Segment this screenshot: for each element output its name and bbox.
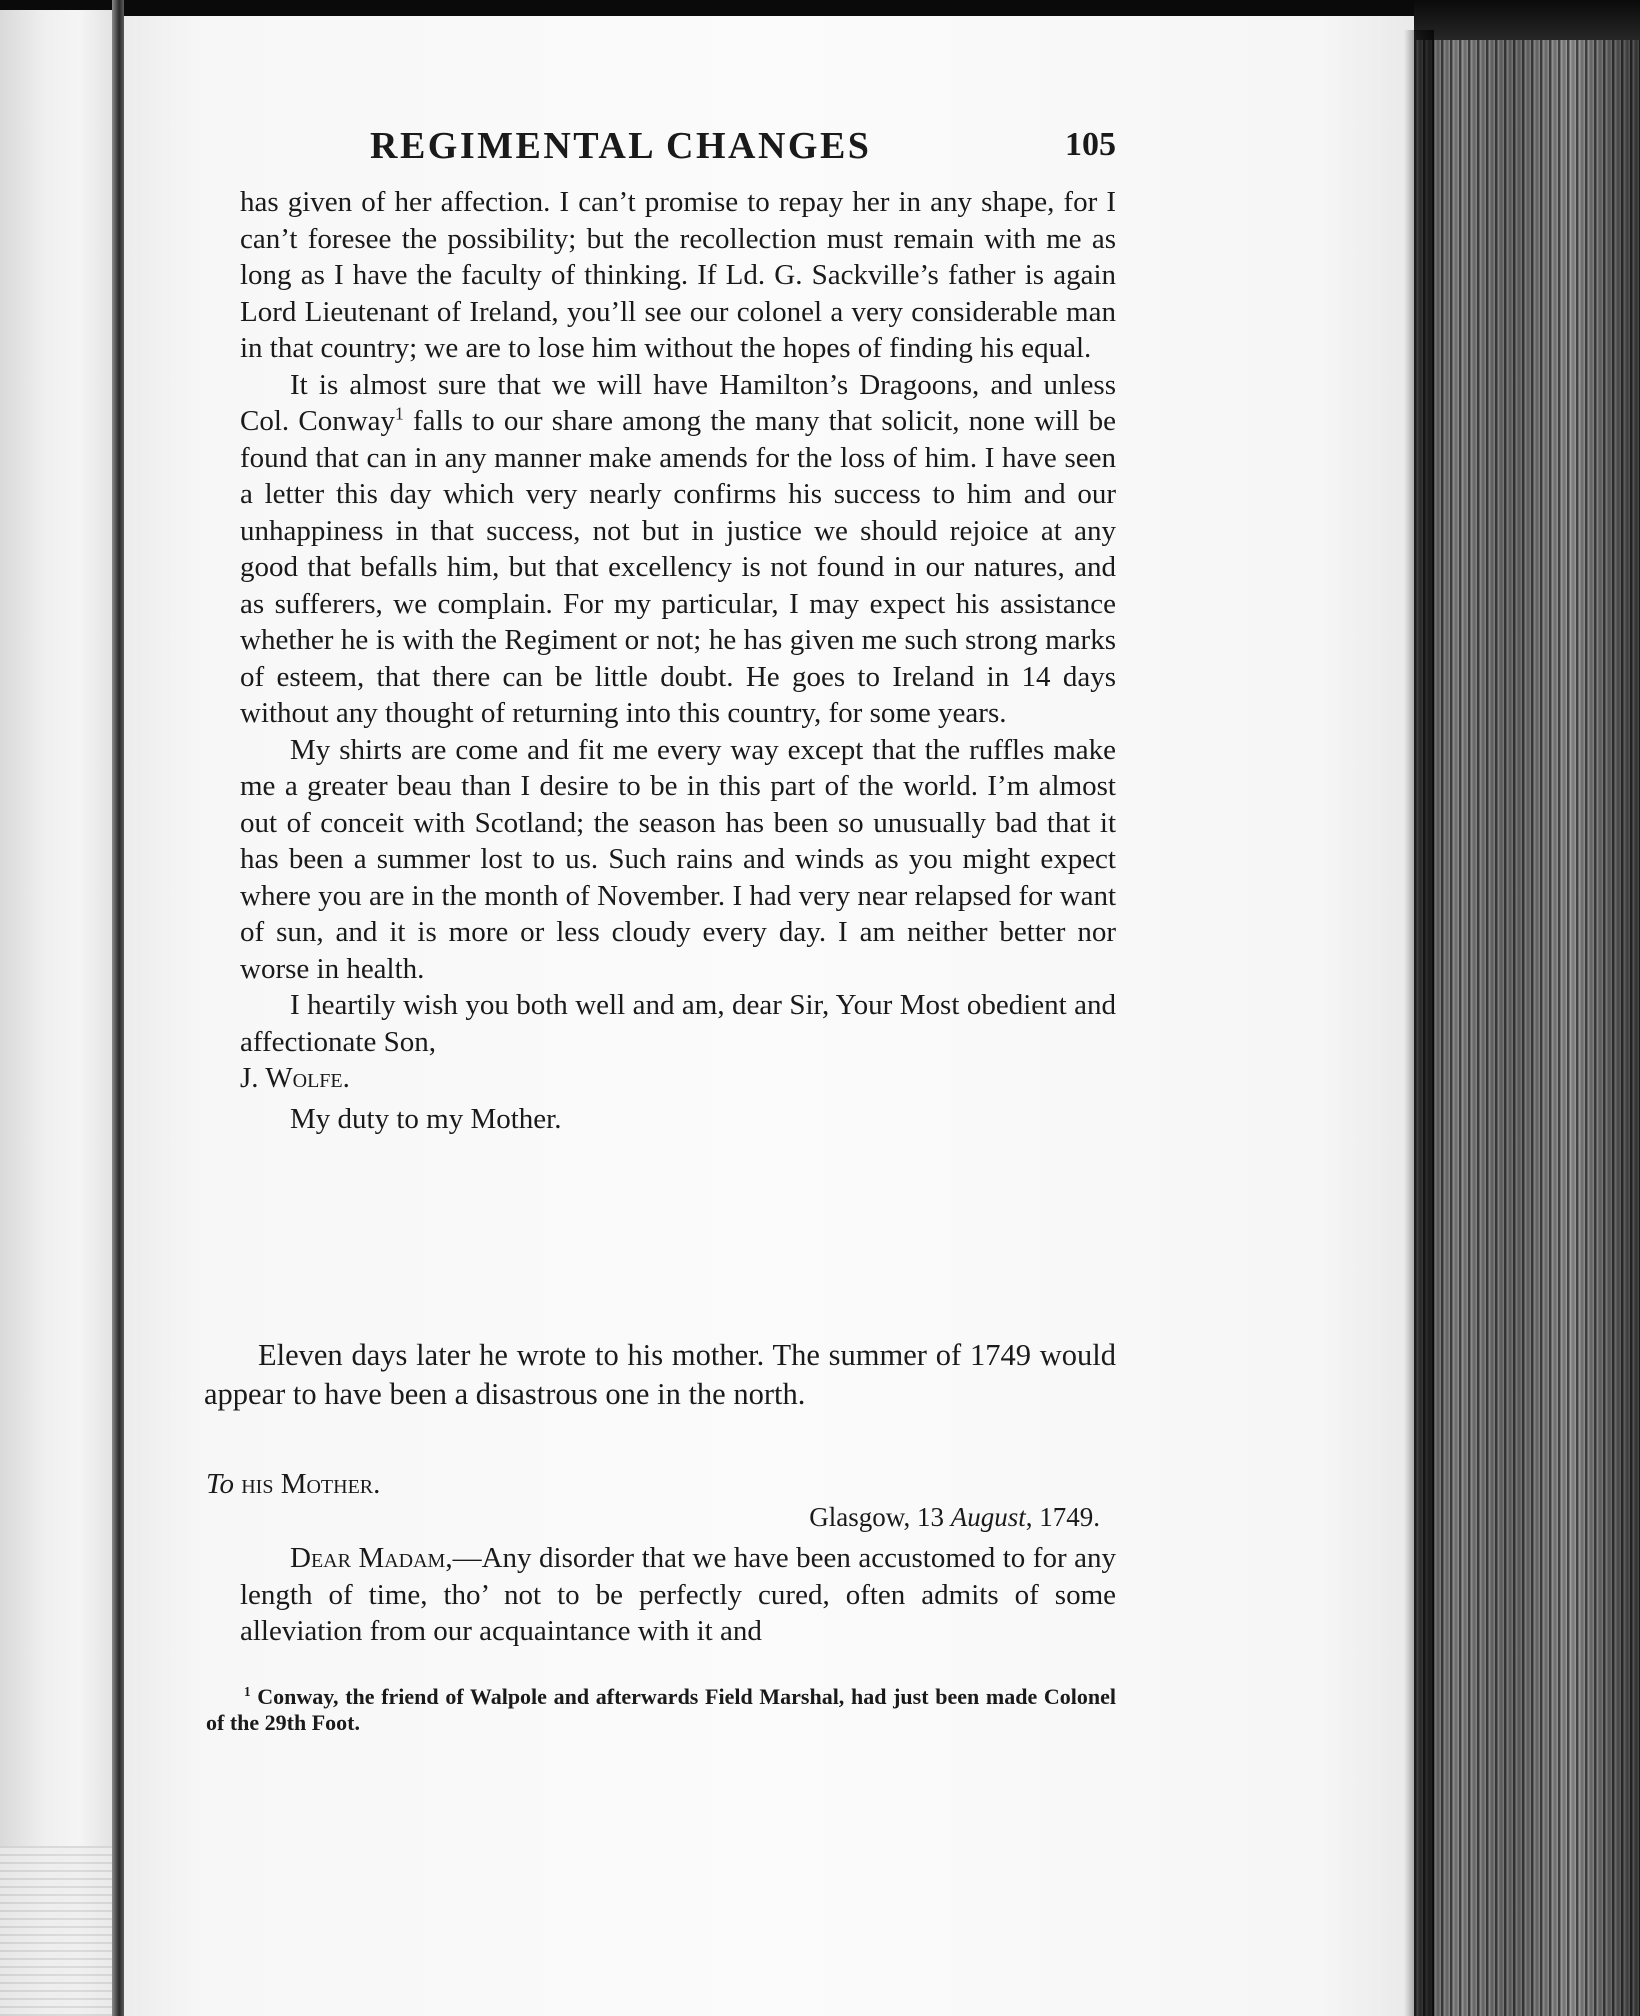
- running-head: [240, 124, 1116, 174]
- page-number: 105: [1065, 126, 1116, 163]
- paragraph: I heartily wish you both well and am, dear Sir, Your Most obedient and affectionate Son,: [240, 989, 1116, 1058]
- footnote-marker: 1: [244, 1684, 251, 1700]
- footnote-text: [206, 1684, 1116, 1736]
- left-page-edge-lines: [0, 1846, 112, 2016]
- heading-recipient: his Mother.: [233, 1468, 381, 1500]
- paragraph: has given of her affection. I can’t promise to repay her in any shape, for I can’t foresee the possibility; but the recollection must remain with me as long as I have the faculty of thinking. If Ld. G. Sackville’s father is again Lord Lieutenant of Ireland, you’ll see our colonel a very considerable man in that country; we are to lose him without the hopes of finding his equal.: [240, 186, 1116, 364]
- left-page-margin: [0, 10, 112, 2016]
- book-fore-edge: [1414, 40, 1640, 2016]
- salutation: Dear Madam,: [290, 1542, 453, 1574]
- paragraph: [240, 367, 1116, 732]
- paragraph: My shirts are come and fit me every way except that the ruffles make me a greater beau than I desire to be in this part of the world. I’m almost out of conceit with Scotland; the season has been so unusually bad that it has been a summer lost to us. Such rains and winds as you might expect where you are in the month of November. I had very near relapsed for want of sun, and it is more or less cloudy every day. I am neither better nor worse in health.: [240, 733, 1116, 985]
- heading-to: To: [206, 1468, 234, 1500]
- paragraph-text: falls to our share among the many that solicit, none will be found that can in any manner make amends for the loss of him. I have seen a letter this day which very nearly confirms his success to him and our unhappiness in that success, not but in justice we should rejoice at any good that befalls him, but that excellency is not found in our natures, and as sufferers, we complain. For my particular, I may expect his assistance whether he is with the Regiment or not; he has given me such strong marks of esteem, that there can be little doubt. He goes to Ireland in 14 days without any thought of returning into this country, for some years.: [240, 405, 1116, 729]
- paragraph: Eleven days later he wrote to his mother. The summer of 1749 would appear to have been a disastrous one in the north.: [204, 1338, 1116, 1411]
- dateline-year: , 1749.: [1025, 1502, 1100, 1532]
- dateline-place: Glasgow, 13: [809, 1502, 951, 1532]
- narrative-text: [204, 1336, 1116, 1413]
- letter-heading: [206, 1468, 380, 1501]
- scanner-background: [0, 0, 1640, 16]
- letter-to-father: [240, 184, 1116, 1137]
- page-edge-shadow: [1404, 30, 1434, 2016]
- footnote-marker: 1: [395, 403, 404, 424]
- postscript: My duty to my Mother.: [290, 1102, 562, 1135]
- paragraph-text: —Any disorder that we have been accustomed to for any length of time, tho’ not to be perfectly cured, often admits of some alleviation from our acquaintance with it and: [240, 1542, 1116, 1647]
- running-title: REGIMENTAL CHANGES: [370, 125, 872, 167]
- paragraph-text: It is almost sure that we will have Hamilton’s Dragoons, and unless Col. Conway: [240, 368, 1116, 437]
- dateline-month: August: [950, 1502, 1026, 1532]
- footnote-body: Conway, the friend of Walpole and afterwards Field Marshal, had just been made Colonel of the 29th Foot.: [206, 1684, 1116, 1735]
- signature: J. Wolfe.: [240, 1062, 350, 1094]
- letter-to-mother: [240, 1540, 1116, 1650]
- dateline: [700, 1502, 1100, 1533]
- paragraph: [240, 1540, 1116, 1650]
- footnote: [206, 1684, 1116, 1736]
- book-gutter: [112, 0, 124, 2016]
